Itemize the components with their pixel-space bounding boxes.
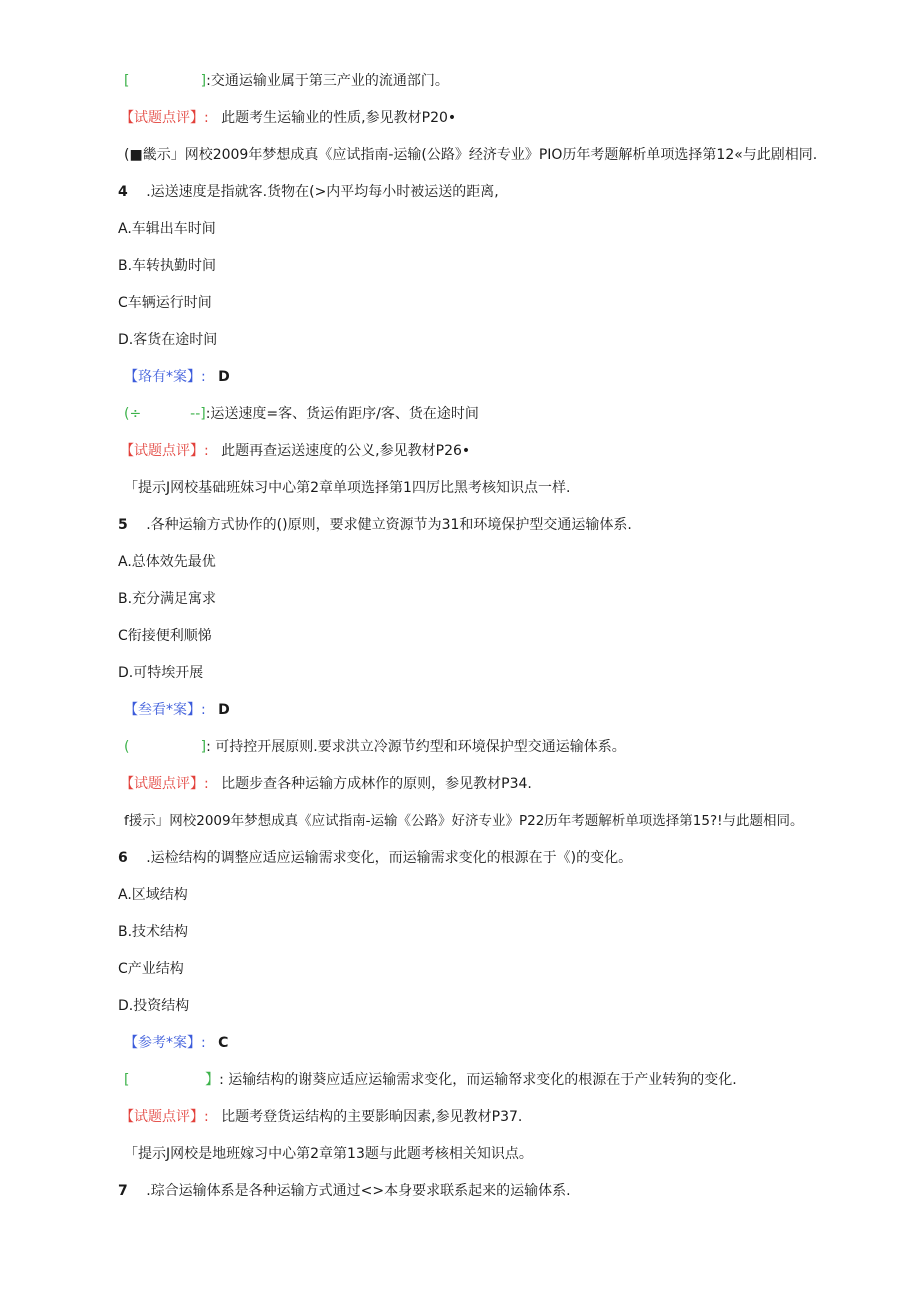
q5-option-b: B.充分满足寓求 [118, 591, 217, 607]
q6-comment-line [120, 1108, 522, 1126]
explanation-text: :运送速度=客、货运侑距序/客、货在途时间 [205, 406, 479, 422]
q5-option-c: C衔接便利顺悌 [118, 628, 212, 644]
hint-text: (■畿示」网校2009年梦想成真《应试指南-运输(公路》经济专业》PIO历年考题解析单项选择第12«与此剧相同. [124, 147, 818, 163]
comment-text: 比题步查各种运输方成林作的原则，参见教材P34. [221, 776, 532, 792]
question-number: 6 [118, 850, 128, 866]
bracket-marker: [ 】 [124, 1072, 220, 1088]
q6-option-b: B.技术结构 [118, 924, 189, 940]
q5-option-a: A.总体效先最优 [118, 554, 216, 570]
comment-tag: 【试题点评】: [120, 110, 209, 126]
comment-text: 此题考生运输业的性质,参见教材P20• [221, 110, 457, 126]
question-6 [118, 849, 632, 867]
question-number: 4 [118, 184, 128, 200]
explanation-text: : 运输结构的谢葵应适应运输需求变化，而运输帑求变化的根源在于产业转狗的变化. [219, 1072, 737, 1088]
question-text: .琮合运输体系是各种运输方式通过<>本身要求联系起来的运输体系. [146, 1183, 571, 1199]
q4-explanation-line [124, 405, 479, 423]
bracket-marker: ( ] [124, 739, 207, 755]
comment-tag: 【试题点评】: [120, 1109, 209, 1125]
q4-option-a: A.车辑出车时间 [118, 221, 216, 237]
q6-hint-line: 「提示J网校是地班嫁习中心第2章第13题与此题考核相关知识点。 [124, 1146, 533, 1162]
explanation-text: : 可持控开展原则.要求洪立冷源节约型和环境保护型交通运输体系。 [206, 739, 626, 755]
comment-text: 比题考登货运结构的主要影晌因素,参见教材P37. [221, 1109, 523, 1125]
q4-answer-line [124, 368, 230, 386]
answer-value: D [218, 702, 230, 718]
question-4 [118, 183, 499, 201]
bracket-marker: (÷ --] [124, 406, 206, 422]
q5-answer-line [124, 701, 230, 719]
answer-value: C [218, 1035, 229, 1051]
comment-text: 此题再查运送速度的公义,参见教材P26• [221, 443, 471, 459]
question-text: .运检结构的调整应适应运输需求变化，而运输需求变化的根源在于《)的变化。 [146, 850, 633, 866]
bracket-marker: [ ] [124, 73, 207, 89]
q6-answer-line [124, 1034, 228, 1052]
q4-option-c: C车辆运行时间 [118, 295, 212, 311]
q4-hint-line: 「提示J网校基础班妹习中心第2章单项选择第1四厉比黑考核知识点一样. [124, 480, 571, 496]
q4-comment-line [120, 442, 470, 460]
q5-hint-line: f援示」网校2009年梦想成真《应试指南-运输《公路》好济专业》P22历年考题解析单项选择第15?!与此题相同。 [124, 813, 804, 829]
q5-option-d: D.可特埃开展 [118, 665, 204, 681]
question-number: 7 [118, 1183, 128, 1199]
question-text: .运送速度是指就客.货物在(>内平均每小时被运送的距离, [146, 184, 499, 200]
comment-tag: 【试题点评】: [120, 776, 209, 792]
answer-value: D [218, 369, 230, 385]
q6-option-c: C产业结构 [118, 961, 184, 977]
answer-tag: 【参考*案】: [124, 1035, 206, 1051]
q6-option-a: A.区域结构 [118, 887, 188, 903]
explanation-line-q3 [124, 72, 449, 90]
comment-line-q3 [120, 109, 456, 127]
q5-explanation-line [124, 738, 626, 756]
comment-tag: 【试题点评】: [120, 443, 209, 459]
explanation-text: :交通运输业属于第三产业的流通部门。 [206, 73, 449, 89]
answer-tag: 【珞有*案】: [124, 369, 206, 385]
question-5 [118, 516, 632, 534]
q6-option-d: D.投资结构 [118, 998, 190, 1014]
q4-option-b: B.车转执勤时间 [118, 258, 217, 274]
question-number: 5 [118, 517, 128, 533]
q4-option-d: D.客货在途时间 [118, 332, 218, 348]
q5-comment-line [120, 775, 532, 793]
q6-explanation-line [124, 1071, 737, 1089]
hint-line-q3 [124, 146, 817, 164]
answer-tag: 【叁看*案】: [124, 702, 206, 718]
question-7 [118, 1182, 571, 1200]
question-text: .各种运输方式协作的()原则，要求健立资源节为31和环境保护型交通运输体系. [146, 517, 632, 533]
